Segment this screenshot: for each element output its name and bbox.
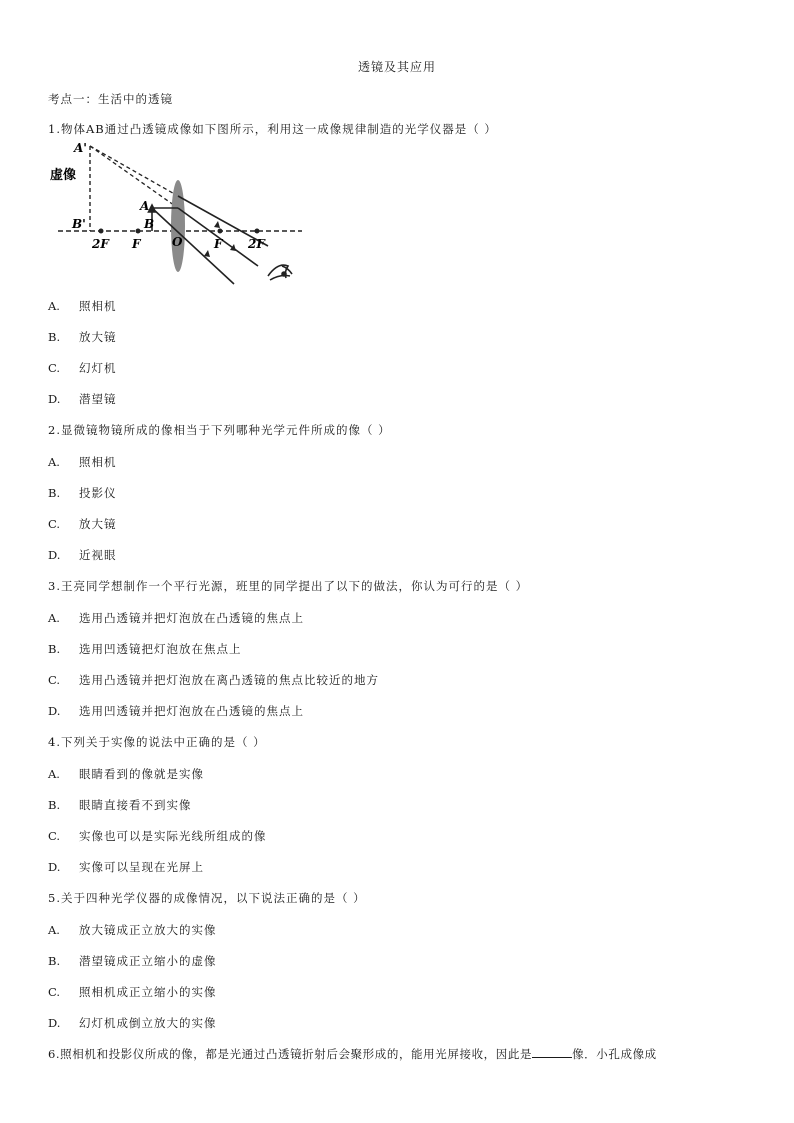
question-2-stem: 2.显微镜物镜所成的像相当于下列哪种光学元件所成的像（ ） — [48, 423, 391, 437]
label-a: A — [140, 199, 150, 213]
focal-point-f-right — [218, 229, 223, 234]
q3-option-b: B. 选用凹透镜把灯泡放在焦点上 — [48, 642, 242, 656]
q5-option-b: B. 潜望镜成正立缩小的虚像 — [48, 954, 217, 968]
label-a-prime: A' — [74, 141, 87, 155]
question-4-stem: 4.下列关于实像的说法中正确的是（ ） — [48, 735, 266, 749]
q4-option-c: C. 实像也可以是实际光线所组成的像 — [48, 829, 267, 843]
q1-option-b: B. 放大镜 — [48, 330, 117, 344]
q1-option-c: C. 幻灯机 — [48, 361, 117, 375]
q2-option-b: B. 投影仪 — [48, 486, 117, 500]
q2-option-a: A. 照相机 — [48, 455, 117, 469]
dashed-ray-2 — [90, 146, 178, 208]
label-virtual-image: 虚像 — [50, 168, 77, 183]
label-f-left: F — [132, 237, 141, 251]
q2-option-c: C. 放大镜 — [48, 517, 117, 531]
q1-option-a: A. 照相机 — [48, 299, 117, 313]
q5-option-a: A. 放大镜成正立放大的实像 — [48, 923, 217, 937]
question-5-stem: 5.关于四种光学仪器的成像情况，以下说法正确的是（ ） — [48, 891, 366, 905]
convex-lens — [171, 180, 185, 272]
dashed-ray-1 — [90, 146, 178, 196]
label-b: B — [144, 217, 155, 231]
label-f-right: F — [214, 237, 223, 251]
lens-imaging-diagram — [44, 138, 314, 290]
q3-option-a: A. 选用凸透镜并把灯泡放在凸透镜的焦点上 — [48, 611, 304, 625]
q3-option-d: D. 选用凹透镜并把灯泡放在凸透镜的焦点上 — [48, 704, 304, 718]
q4-option-d: D. 实像可以呈现在光屏上 — [48, 860, 204, 874]
question-1-stem: 1.物体AB通过凸透镜成像如下图所示，利用这一成像规律制造的光学仪器是（ ） — [48, 122, 497, 136]
q1-option-d: D. 潜望镜 — [48, 392, 117, 406]
focal-point-2f-left — [99, 229, 104, 234]
q3-option-c: C. 选用凸透镜并把灯泡放在离凸透镜的焦点比较近的地方 — [48, 673, 379, 687]
eye-icon — [268, 265, 292, 280]
focal-point-2f-right — [255, 229, 260, 234]
label-2f-right: 2F — [248, 237, 265, 251]
question-3-stem: 3.王亮同学想制作一个平行光源，班里的同学提出了以下的做法，你认为可行的是（ ） — [48, 579, 529, 593]
q2-option-d: D. 近视眼 — [48, 548, 117, 562]
page-title: 透镜及其应用 — [357, 60, 436, 74]
section-heading: 考点一：生活中的透镜 — [48, 92, 173, 106]
answer-blank[interactable] — [532, 1047, 572, 1058]
label-o: O — [172, 235, 183, 249]
label-b-prime: B' — [72, 217, 86, 231]
q4-option-b: B. 眼睛直接看不到实像 — [48, 798, 192, 812]
q4-option-a: A. 眼睛看到的像就是实像 — [48, 767, 204, 781]
focal-point-f-left — [136, 229, 141, 234]
question-6-stem: 6.照相机和投影仪所成的像，都是光通过凸透镜折射后会聚形成的，能用光屏接收，因此是 像．小孔成像成 — [48, 1047, 657, 1061]
label-2f-left: 2F — [92, 237, 109, 251]
q5-option-d: D. 幻灯机成倒立放大的实像 — [48, 1016, 217, 1030]
q5-option-c: C. 照相机成正立缩小的实像 — [48, 985, 217, 999]
